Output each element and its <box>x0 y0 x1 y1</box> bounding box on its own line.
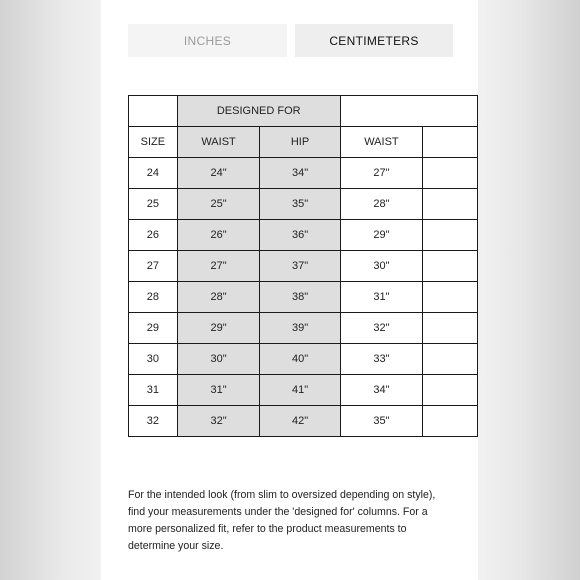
designed-waist-cell: 27" <box>177 251 260 282</box>
designed-waist-cell: 31" <box>177 375 260 406</box>
waist-cell: 35" <box>340 406 422 437</box>
column-header-cutoff <box>423 127 478 158</box>
waist-cell: 29" <box>340 220 422 251</box>
size-cell: 32 <box>129 406 178 437</box>
cutoff-cell <box>423 282 478 313</box>
size-guide-footnote: For the intended look (from slim to oversized depending on style), find your measurements under the 'designed for' columns. For a more personalized fit, refer to the product measurements to determine your size. <box>128 489 436 552</box>
size-cell: 30 <box>129 344 178 375</box>
designed-waist-cell: 29" <box>177 313 260 344</box>
designed-hip-cell: 39" <box>260 313 340 344</box>
table-row <box>129 251 478 282</box>
waist-cell: 33" <box>340 344 422 375</box>
designed-for-header: DESIGNED FOR <box>177 96 340 127</box>
designed-waist-cell: 25" <box>177 189 260 220</box>
designed-waist-cell: 28" <box>177 282 260 313</box>
tab-centimeters[interactable]: CENTIMETERS <box>295 24 453 57</box>
size-cell: 26 <box>129 220 178 251</box>
designed-hip-cell: 40" <box>260 344 340 375</box>
waist-cell: 30" <box>340 251 422 282</box>
table-row <box>129 282 478 313</box>
tab-inches[interactable]: INCHES <box>128 24 287 57</box>
size-cell: 31 <box>129 375 178 406</box>
size-chart-table <box>128 95 478 437</box>
designed-hip-cell: 34" <box>260 158 340 189</box>
size-cell: 28 <box>129 282 178 313</box>
waist-cell: 28" <box>340 189 422 220</box>
waist-cell: 32" <box>340 313 422 344</box>
table-group-header-row <box>129 96 478 127</box>
cutoff-cell <box>423 158 478 189</box>
table-row <box>129 220 478 251</box>
cutoff-cell <box>423 220 478 251</box>
cutoff-cell <box>423 251 478 282</box>
table-row <box>129 344 478 375</box>
cutoff-cell <box>423 375 478 406</box>
left-backdrop <box>0 0 101 580</box>
cutoff-cell <box>423 344 478 375</box>
designed-hip-cell: 38" <box>260 282 340 313</box>
empty-header-cell <box>129 96 178 127</box>
cutoff-cell <box>423 406 478 437</box>
size-cell: 27 <box>129 251 178 282</box>
table-row <box>129 406 478 437</box>
size-cell: 29 <box>129 313 178 344</box>
table-row <box>129 375 478 406</box>
designed-hip-cell: 41" <box>260 375 340 406</box>
table-column-header-row <box>129 127 478 158</box>
empty-header-cell <box>340 96 477 127</box>
column-header-designed-waist: WAIST <box>177 127 260 158</box>
designed-waist-cell: 24" <box>177 158 260 189</box>
right-backdrop <box>478 0 580 580</box>
designed-hip-cell: 37" <box>260 251 340 282</box>
column-header-waist: WAIST <box>340 127 422 158</box>
designed-waist-cell: 26" <box>177 220 260 251</box>
waist-cell: 34" <box>340 375 422 406</box>
size-guide-panel <box>101 0 478 580</box>
designed-waist-cell: 32" <box>177 406 260 437</box>
table-row <box>129 189 478 220</box>
table-row <box>129 158 478 189</box>
designed-waist-cell: 30" <box>177 344 260 375</box>
cutoff-cell <box>423 189 478 220</box>
table-row <box>129 313 478 344</box>
size-cell: 25 <box>129 189 178 220</box>
waist-cell: 31" <box>340 282 422 313</box>
column-header-designed-hip: HIP <box>260 127 340 158</box>
size-cell: 24 <box>129 158 178 189</box>
designed-hip-cell: 35" <box>260 189 340 220</box>
designed-hip-cell: 36" <box>260 220 340 251</box>
cutoff-cell <box>423 313 478 344</box>
designed-hip-cell: 42" <box>260 406 340 437</box>
waist-cell: 27" <box>340 158 422 189</box>
table-body <box>129 158 478 437</box>
column-header-size: SIZE <box>129 127 178 158</box>
